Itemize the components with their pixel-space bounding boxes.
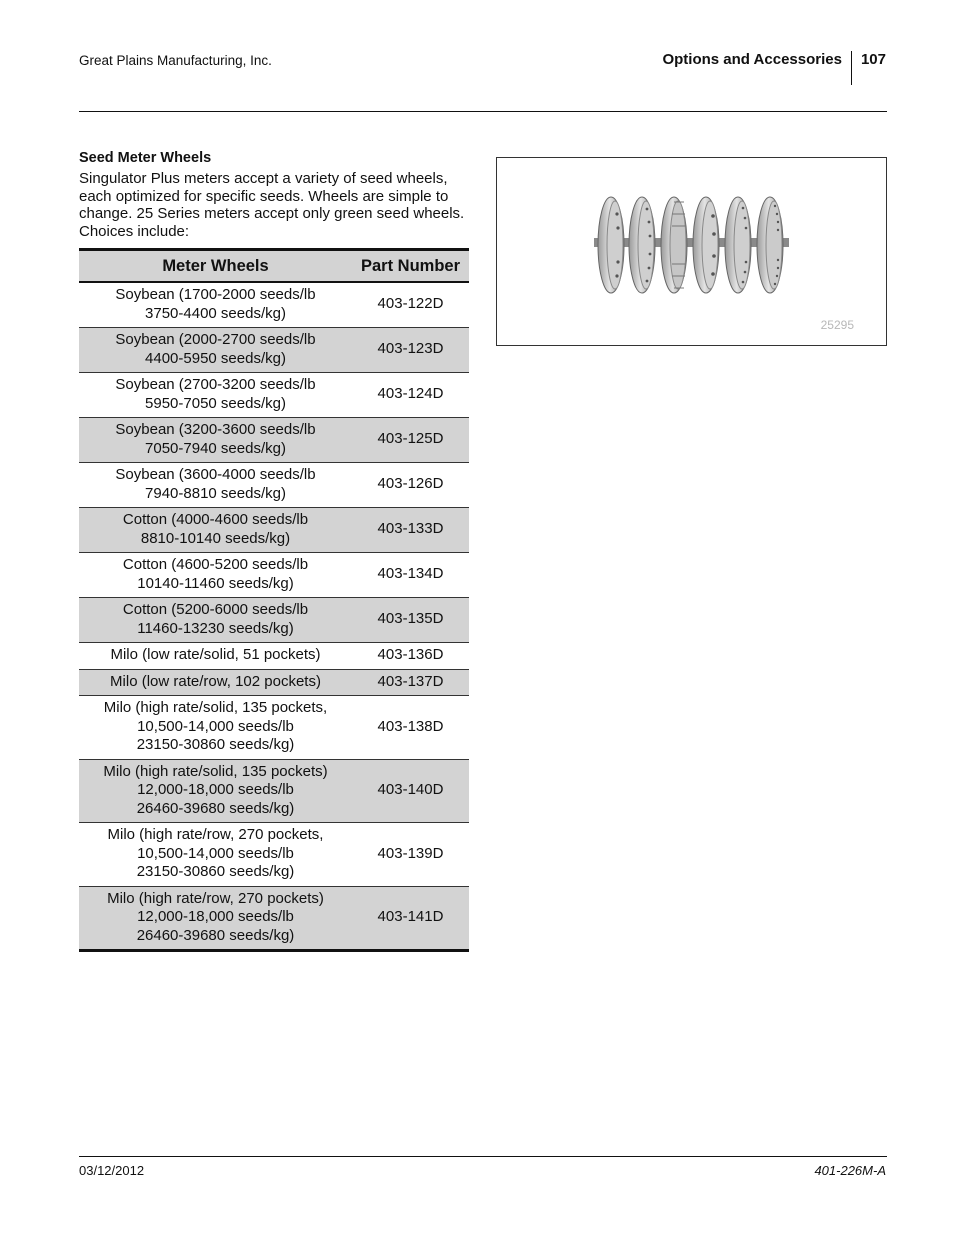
part-number-cell: 403-139D [352,823,469,887]
part-number-cell: 403-124D [352,373,469,418]
meter-wheel-line: Cotton (4600-5200 seeds/lb [122,556,309,573]
header-company: Great Plains Manufacturing, Inc. [79,53,272,68]
header-right [662,51,886,85]
header-section-title: Options and Accessories [662,51,842,68]
part-number-cell: 403-122D [352,282,469,328]
table-row [79,418,469,463]
table-row [79,373,469,418]
meter-wheel-cell [79,282,352,328]
section-title: Seed Meter Wheels [79,150,212,166]
meter-wheel-line: 10,500-14,000 seeds/lb [137,717,294,735]
meter-wheel-line: Soybean (2700-3200 seeds/lb [115,376,316,393]
part-number-cell: 403-125D [352,418,469,463]
column-header-part-number: Part Number [352,250,469,283]
table-row [79,759,469,823]
meter-wheel-line: 10140-11460 seeds/kg) [137,574,294,592]
meter-wheel-line: Milo (low rate/row, 102 pockets) [110,672,321,690]
table-row [79,696,469,760]
table-row [79,282,469,328]
meter-wheel-cell [79,508,352,553]
meter-wheel-line: Milo (low rate/solid, 51 pockets) [110,646,321,663]
table-header-row [79,250,469,283]
footer-date: 03/12/2012 [79,1163,145,1178]
meter-wheel-cell [79,643,352,670]
part-number-cell: 403-126D [352,463,469,508]
figure-box [496,157,887,346]
seed-wheels-table [79,248,469,952]
wheel-1 [598,197,624,293]
meter-wheel-line: 5950-7050 seeds/kg) [145,394,286,412]
meter-wheel-line: 8810-10140 seeds/kg) [140,529,291,547]
table-row [79,886,469,951]
meter-wheel-line: 12,000-18,000 seeds/lb [137,908,294,925]
meter-wheel-line: 10,500-14,000 seeds/lb [137,844,294,862]
meter-wheel-line: 4400-5950 seeds/kg) [145,349,286,367]
meter-wheel-line: Cotton (5200-6000 seeds/lb [122,601,309,618]
meter-wheel-line: Milo (high rate/solid, 135 pockets) [103,762,328,780]
meter-wheel-line: Cotton (4000-4600 seeds/lb [122,511,309,528]
page-number: 107 [860,51,886,68]
table-row [79,823,469,887]
meter-wheel-line: 3750-4400 seeds/kg) [145,304,286,322]
table-row [79,328,469,373]
meter-wheel-line: 26460-39680 seeds/kg) [136,799,295,817]
meter-wheel-cell [79,328,352,373]
footer-doc-number: 401-226M-A [814,1163,886,1178]
meter-wheel-cell [79,553,352,598]
meter-wheel-line: Soybean (3200-3600 seeds/lb [115,421,316,438]
part-number-cell: 403-136D [352,643,469,670]
meter-wheel-line: 7050-7940 seeds/kg) [145,439,286,457]
intro-paragraph: Singulator Plus meters accept a variety of seed wheels, each optimized for specific seeds. Wheels are simple to change. 25 Series meters accept only green seed wheels. Choices include: [79,170,465,240]
table-row [79,463,469,508]
meter-wheel-line: Milo (high rate/row, 270 pockets) [107,889,324,907]
meter-wheel-line: 11460-13230 seeds/kg) [137,619,294,637]
meter-wheel-cell [79,373,352,418]
part-number-cell: 403-123D [352,328,469,373]
meter-wheel-cell [79,759,352,823]
column-header-meter-wheels: Meter Wheels [79,250,352,283]
meter-wheel-line: Soybean (1700-2000 seeds/lb [115,286,316,303]
meter-wheel-line: Soybean (2000-2700 seeds/lb [115,331,316,348]
table-row [79,643,469,670]
meter-wheel-line: 26460-39680 seeds/kg) [136,926,295,944]
meter-wheel-cell [79,669,352,696]
meter-wheel-cell [79,463,352,508]
meter-wheel-line: Milo (high rate/row, 270 pockets, [107,826,324,843]
wheel-3 [661,197,687,293]
wheel-4 [693,197,719,293]
meter-wheel-line: Milo (high rate/solid, 135 pockets, [103,699,328,716]
meter-wheel-line: 12,000-18,000 seeds/lb [137,781,294,798]
meter-wheel-cell [79,598,352,643]
table-row [79,508,469,553]
meter-wheel-line: Soybean (3600-4000 seeds/lb [115,466,316,483]
meter-wheel-line: 23150-30860 seeds/kg) [136,736,295,753]
meter-wheel-line: 23150-30860 seeds/kg) [136,863,295,880]
meter-wheel-cell [79,418,352,463]
wheel-6 [757,197,783,293]
table-row [79,598,469,643]
part-number-cell: 403-135D [352,598,469,643]
meter-wheel-cell [79,823,352,887]
seed-wheels-illustration [592,194,792,296]
header-rule [79,111,887,112]
part-number-cell: 403-137D [352,669,469,696]
meter-wheel-line: 7940-8810 seeds/kg) [145,484,286,502]
wheel-2 [629,197,655,293]
figure-number: 25295 [820,318,854,332]
header-divider [851,51,852,85]
wheel-5 [725,197,751,293]
part-number-cell: 403-138D [352,696,469,760]
part-number-cell: 403-140D [352,759,469,823]
part-number-cell: 403-141D [352,886,469,951]
table-body [79,282,469,951]
part-number-cell: 403-134D [352,553,469,598]
table-row [79,669,469,696]
part-number-cell: 403-133D [352,508,469,553]
meter-wheel-cell [79,886,352,951]
footer-rule [79,1156,887,1157]
table-row [79,553,469,598]
meter-wheel-cell [79,696,352,760]
